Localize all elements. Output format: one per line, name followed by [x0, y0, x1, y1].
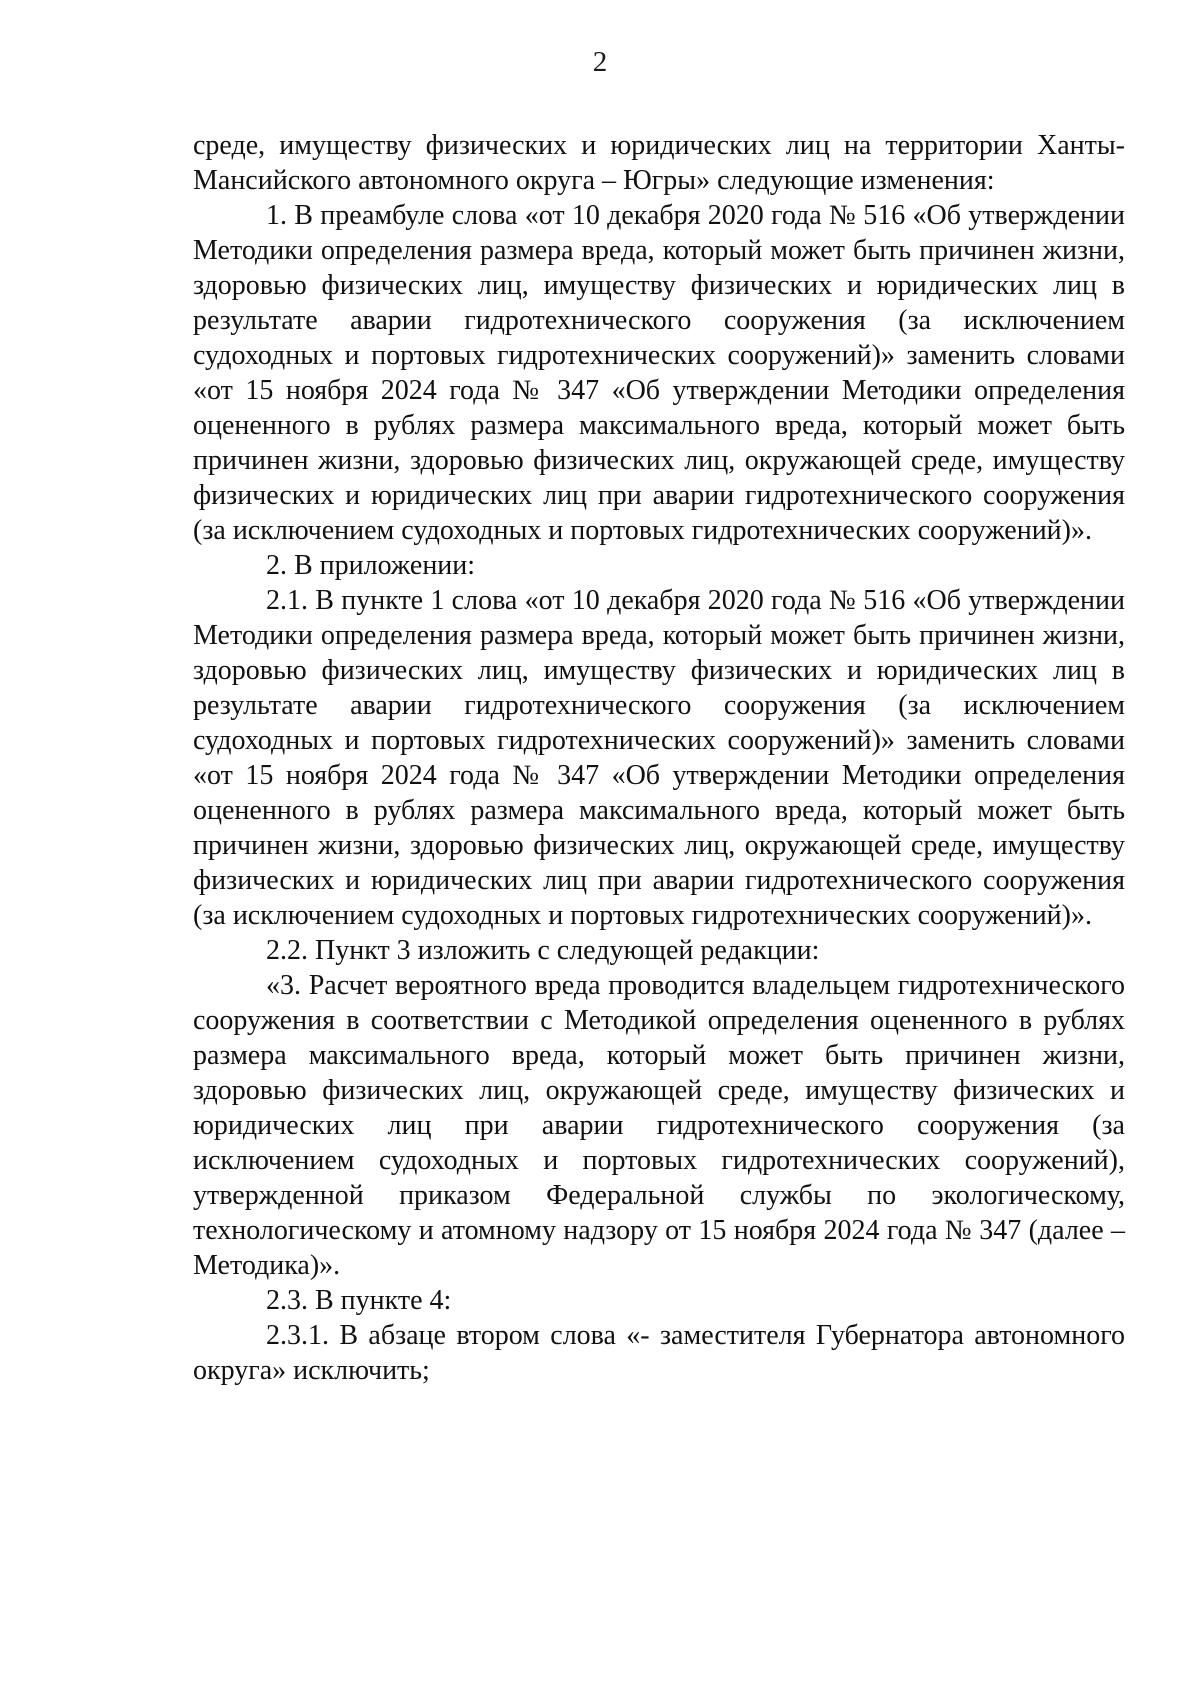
paragraph-item-2-1: 2.1. В пункте 1 слова «от 10 декабря 2020 года № 516 «Об утверждении Методики определения размера вреда, который может быть причинен жизни, здоровью физических лиц, имуществу физических и юридических лиц в результате аварии гидротехнического сооружения (за исключением судоходных и портовых гидротехнических сооружений)» заменить словами «от 15 ноября 2024 года № 347 «Об утверждении Методики определения оцененного в рублях размера максимального вреда, который может быть причинен жизни, здоровью физических лиц, окружающей среде, имуществу физических и юридических лиц при аварии гидротехнического сооружения (за исключением судоходных и портовых гидротехнических сооружений)».: [193, 585, 1125, 931]
paragraph-item-2-2: 2.2. Пункт 3 изложить с следующей редакции:: [266, 935, 820, 966]
paragraph-item-2: 2. В приложении:: [266, 550, 476, 581]
document-body: [193, 128, 1125, 1388]
paragraph-quote-item-3: «3. Расчет вероятного вреда проводится владельцем гидротехнического сооружения в соответствии с Методикой определения оцененного в рублях размера максимального вреда, который может быть причинен жизни, здоровью физических лиц, окружающей среде, имуществу физических и юридических лиц при аварии гидротехнического сооружения (за исключением судоходных и портовых гидротехнических сооружений), утвержденной приказом Федеральной службы по экологическому, технологическому и атомному надзору от 15 ноября 2024 года № 347 (далее – Методика)».: [193, 970, 1125, 1281]
paragraph-item-1: 1. В преамбуле слова «от 10 декабря 2020 года № 516 «Об утверждении Методики определения размера вреда, который может быть причинен жизни, здоровью физических лиц, имуществу физических и юридических лиц в результате аварии гидротехнического сооружения (за исключением судоходных и портовых гидротехнических сооружений)» заменить словами «от 15 ноября 2024 года № 347 «Об утверждении Методики определения оцененного в рублях размера максимального вреда, который может быть причинен жизни, здоровью физических лиц, окружающей среде, имуществу физических и юридических лиц при аварии гидротехнического сооружения (за исключением судоходных и портовых гидротехнических сооружений)».: [193, 200, 1125, 546]
paragraph-continuation: среде, имуществу физических и юридических лиц на территории Ханты-Мансийского автономного округа – Югры» следующие изменения:: [193, 130, 1125, 196]
page-number: 2: [592, 46, 608, 78]
paragraph-item-2-3-1: 2.3.1. В абзаце втором слова «- заместителя Губернатора автономного округа» исключить;: [193, 1320, 1125, 1386]
paragraph-item-2-3: 2.3. В пункте 4:: [266, 1285, 452, 1316]
